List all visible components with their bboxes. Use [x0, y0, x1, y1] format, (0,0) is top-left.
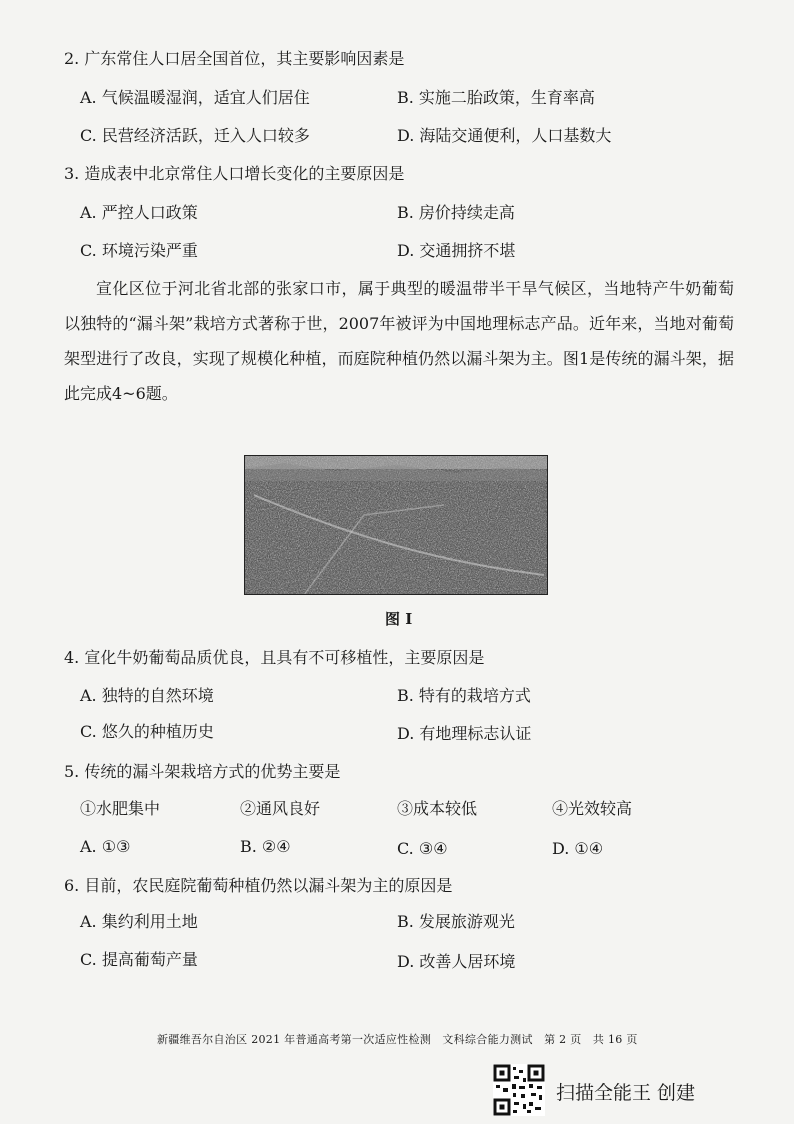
passage-text: 宣化区位于河北省北部的张家口市，属于典型的暖温带半干旱气候区，当地特产牛奶葡萄以独特的“漏斗架”栽培方式著称于世，2007年被评为中国地理标志产品。近年来，当地对葡萄架型进行了改良，实现了规模化种植，而庭院种植仍然以漏斗架为主。图1是传统的漏斗架，据此完成4~6题。 [64, 279, 734, 403]
q5-option-c: C. ③④ [397, 839, 448, 858]
q2-option-a: A. 气候温暖湿润，适宜人们居住 [80, 88, 310, 107]
q5-item-2: ②通风良好 [240, 799, 321, 818]
figure-caption: 图 I [385, 610, 413, 628]
q3-option-d: D. 交通拥挤不堪 [397, 241, 516, 260]
question-4-stem: 4. 宣化牛奶葡萄品质优良，且具有不可移植性，主要原因是 [64, 648, 485, 667]
question-3-stem: 3. 造成表中北京常住人口增长变化的主要原因是 [64, 164, 405, 183]
q5-option-b: B. ②④ [240, 837, 291, 856]
q4-option-a: A. 独特的自然环境 [80, 686, 214, 705]
q5-item-1: ①水肥集中 [80, 799, 161, 818]
q3-option-a: A. 严控人口政策 [80, 203, 198, 222]
scanner-watermark-label: 扫描全能王 创建 [556, 1082, 696, 1104]
question-2-stem: 2. 广东常住人口居全国首位，其主要影响因素是 [64, 49, 405, 68]
q5-item-4: ④光效较高 [552, 799, 633, 818]
vineyard-photo-image [244, 455, 548, 595]
q6-option-a: A. 集约利用土地 [80, 912, 198, 931]
q4-option-c: C. 悠久的种植历史 [80, 722, 214, 741]
vineyard-photo [244, 455, 548, 595]
q5-option-a: A. ①③ [80, 837, 131, 856]
q2-option-b: B. 实施二胎政策，生育率高 [397, 88, 595, 107]
q3-option-b: B. 房价持续走高 [397, 203, 515, 222]
q2-option-c: C. 民营经济活跃，迁入人口较多 [80, 126, 310, 145]
q6-option-c: C. 提高葡萄产量 [80, 950, 198, 969]
question-5-stem: 5. 传统的漏斗架栽培方式的优势主要是 [64, 762, 341, 781]
q2-option-d: D. 海陆交通便利，人口基数大 [397, 126, 612, 145]
q3-option-c: C. 环境污染严重 [80, 241, 198, 260]
q5-item-3: ③成本较低 [397, 799, 478, 818]
q4-option-d: D. 有地理标志认证 [397, 724, 532, 743]
qr-code-icon [493, 1064, 545, 1116]
passage [64, 271, 734, 411]
question-6-stem: 6. 目前，农民庭院葡萄种植仍然以漏斗架为主的原因是 [64, 876, 453, 895]
q4-option-b: B. 特有的栽培方式 [397, 686, 531, 705]
q6-option-d: D. 改善人居环境 [397, 952, 516, 971]
q5-option-d: D. ①④ [552, 839, 604, 858]
page-footer: 新疆维吾尔自治区 2021 年普通高考第一次适应性检测 文科综合能力测试 第 2 页 共 16 页 [157, 1033, 638, 1046]
q6-option-b: B. 发展旅游观光 [397, 912, 515, 931]
